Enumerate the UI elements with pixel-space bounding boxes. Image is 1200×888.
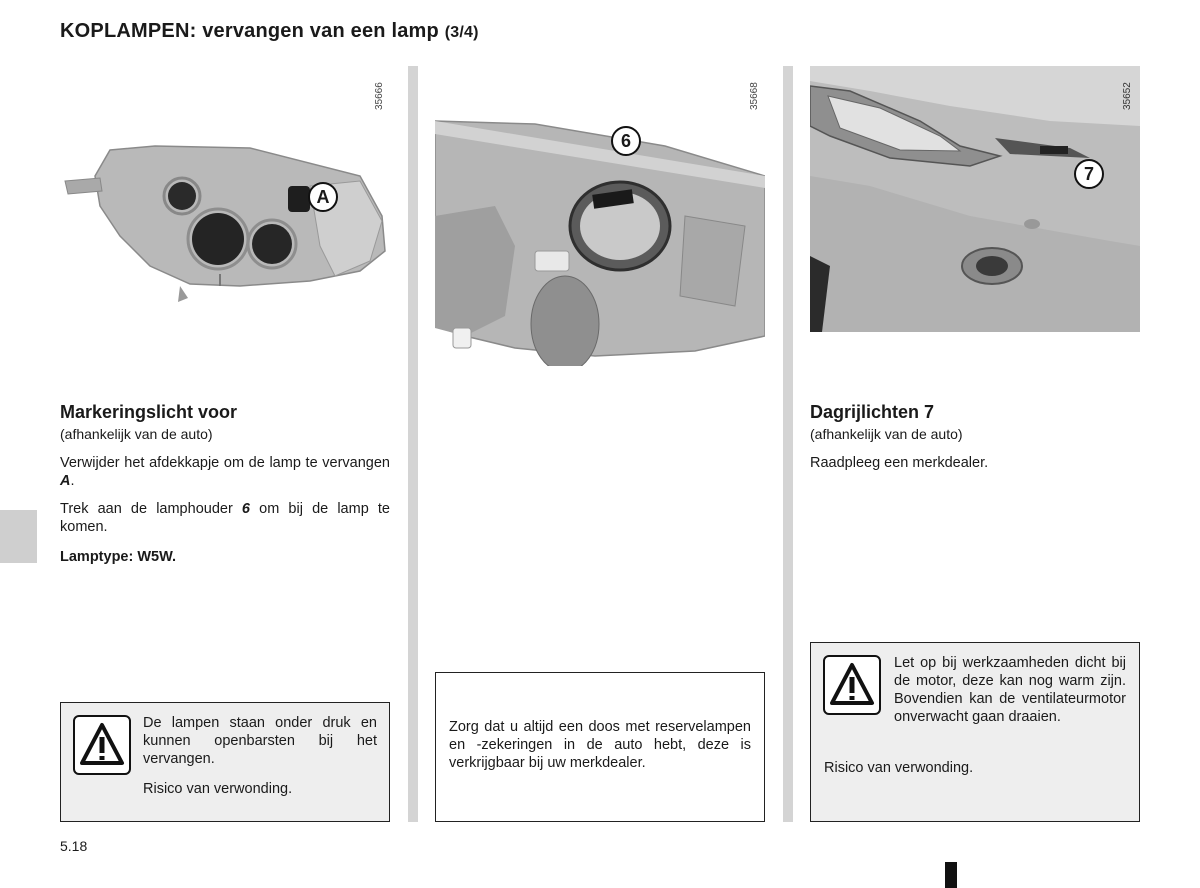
warning-risk: Risico van verwonding.	[143, 781, 293, 797]
page-title-suffix: (3/4)	[444, 24, 479, 41]
page-title-main: KOPLAMPEN: vervangen van een lamp	[60, 20, 439, 42]
edge-marker	[945, 862, 957, 888]
section-subtitle: (afhankelijk van de auto)	[60, 426, 213, 442]
section-tab	[0, 510, 37, 563]
instruction-paragraph: Trek aan de lamphouder 6 om bij de lamp te komen.	[60, 501, 390, 535]
callout-7: 7	[1074, 159, 1104, 189]
lamp-type: Lamptype: W5W.	[60, 549, 177, 565]
column-divider-right	[783, 66, 793, 822]
page-number: 5.18	[60, 838, 88, 854]
instruction-paragraph: Verwijder het afdekkapje om de lamp te vervangen A.	[60, 455, 390, 489]
warning-box	[60, 702, 390, 822]
image-code: 35666	[374, 82, 385, 110]
column-divider-left	[408, 66, 418, 822]
car-front-illustration	[810, 66, 1140, 332]
section-heading: Markeringslicht voor	[60, 402, 238, 422]
instruction-paragraph: Raadpleeg een merkdealer.	[810, 455, 989, 471]
page-title	[60, 20, 479, 43]
section-heading: Dagrijlichten 7	[810, 402, 935, 422]
callout-a: A	[308, 182, 338, 212]
lamp-holder-photo	[435, 66, 765, 366]
note-text: Zorg dat u altijd een doos met reservelampen en -zekeringen in de auto hebt, deze is verkrijgbaar bij uw merkdealer.	[449, 719, 751, 771]
warning-text: De lampen staan onder druk en kunnen openbarsten bij het vervangen.	[143, 715, 377, 767]
image-code: 35668	[749, 82, 760, 110]
headlamp-rear-photo	[60, 66, 390, 366]
warning-text: Let op bij werkzaamheden dicht bij de motor, deze kan nog warm zijn. Bovendien kan de ventilateurmotor onverwacht gaan draaien.	[894, 655, 1126, 725]
callout-6: 6	[611, 126, 641, 156]
warning-box	[810, 642, 1140, 822]
warning-icon	[73, 715, 131, 775]
lamp-holder-illustration	[435, 66, 765, 366]
headlamp-rear-illustration	[60, 66, 390, 366]
warning-risk: Risico van verwonding.	[824, 760, 974, 776]
image-code: 35652	[1122, 82, 1133, 110]
car-front-photo	[810, 66, 1140, 332]
section-subtitle: (afhankelijk van de auto)	[810, 426, 963, 442]
note-box	[435, 672, 765, 822]
